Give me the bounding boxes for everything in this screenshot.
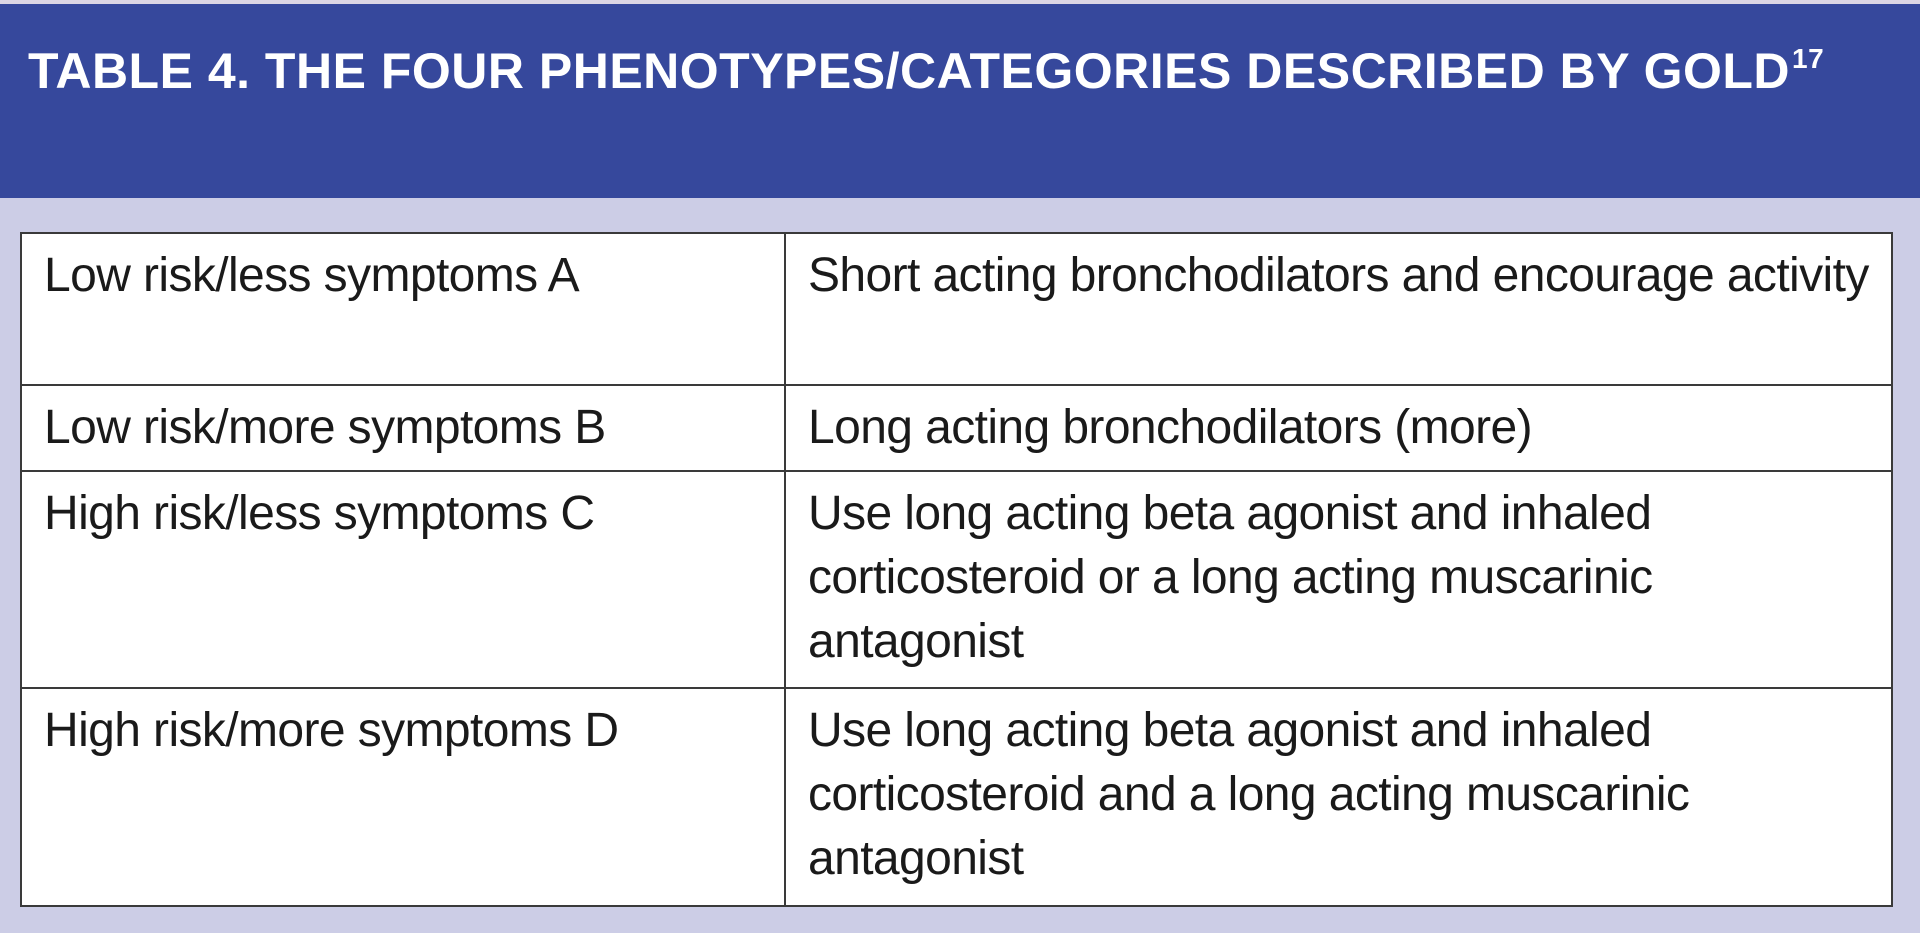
treatment-cell: Use long acting beta agonist and inhaled corticosteroid or a long acting muscarinic antagonist [785,471,1892,688]
category-cell: High risk/more symptoms D [21,688,785,906]
category-cell: Low risk/more symptoms B [21,385,785,471]
gold-categories-table [20,232,1893,907]
table-row [21,688,1892,906]
table-title [28,40,1888,102]
category-cell: Low risk/less symptoms A [21,233,785,385]
table-title-text: TABLE 4. THE FOUR PHENOTYPES/CATEGORIES DESCRIBED BY GOLD [28,43,1791,99]
table-row [21,471,1892,688]
table-row [21,385,1892,471]
treatment-cell: Use long acting beta agonist and inhaled corticosteroid and a long acting muscarinic antagonist [785,688,1892,906]
treatment-cell: Long acting bronchodilators (more) [785,385,1892,471]
title-reference-superscript: 17 [1792,43,1825,74]
table-row [21,233,1892,385]
treatment-cell: Short acting bronchodilators and encourage activity [785,233,1892,385]
category-cell: High risk/less symptoms C [21,471,785,688]
table-header-banner [0,4,1920,198]
